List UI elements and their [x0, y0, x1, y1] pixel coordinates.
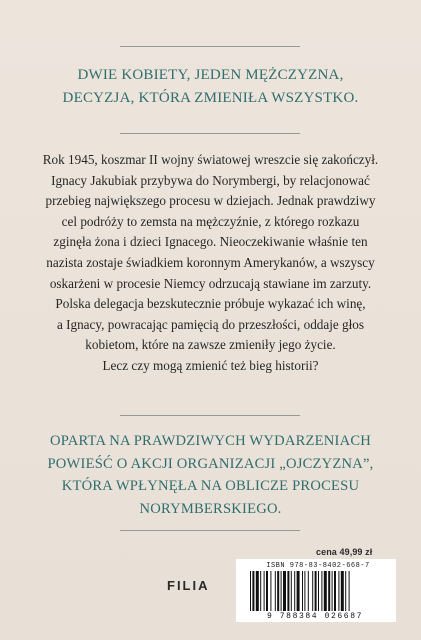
footer-headline-line: OPARTA NA PRAWDZIWYCH WYDARZENIACH [49, 433, 371, 449]
footer-headline-line: POWIEŚĆ O AKCJI ORGANIZACJI „OJCZYZNA”, [47, 455, 374, 472]
barcode-bars [248, 571, 386, 611]
blurb-line: cel podróży to zemsta na mężczyźnie, z którego rozkazu [61, 213, 360, 229]
barcode [236, 559, 396, 622]
ean-number: 9 788384 026687 [266, 612, 363, 621]
isbn-text: ISBN 978-83-8402-668-7 [266, 562, 370, 570]
upper-divider [120, 133, 300, 134]
blurb-line: zginęła żona i dzieci Ignacego. Nieoczekiwanie właśnie ten [53, 234, 368, 250]
headline-line-2: DECYZJA, KTÓRA ZMIENIŁA WSZYSTKO. [62, 90, 359, 106]
blurb-line: a Ignacy, powracając pamięcią do przeszłości, oddaje głos [56, 316, 365, 332]
blurb-line: kobietom, które na zawsze zmieniły jego życie. [85, 337, 336, 353]
blurb-line: Lecz czy mogą zmienić też bieg historii? [102, 357, 319, 373]
top-divider [120, 46, 300, 47]
footer-headline-line: KTÓRA WPŁYNĘŁA NA OBLICZE PROCESU [61, 478, 360, 494]
headline [20, 64, 401, 110]
bottom-divider [120, 530, 300, 531]
price-label: cena 49,99 zł [316, 547, 373, 557]
footer-headline [20, 430, 401, 520]
lower-divider [120, 415, 300, 416]
blurb-line: Ignacy Jakubiak przybywa do Norymbergi, by relacjonować [51, 172, 370, 188]
blurb-text [22, 150, 399, 377]
blurb-line: przebieg największego procesu w dziejach. Jednak prawdziwy [45, 193, 376, 209]
footer-headline-line: NORYMBERSKIEGO. [139, 500, 282, 517]
blurb-line: Polska delegacja bezskutecznie próbuje wykazać ich winę, [55, 296, 366, 312]
blurb-line: nazista zostaje świadkiem koronnym Amerykanów, a wszyscy [46, 254, 375, 270]
blurb-line: oskarżeni w procesie Niemcy odrzucają stawiane im zarzuty. [49, 275, 372, 291]
blurb-line: Rok 1945, koszmar II wojny światowej wreszcie się zakończył. [42, 152, 379, 167]
publisher-logo: FILIA [167, 578, 210, 593]
headline-line-1: DWIE KOBIETY, JEDEN MĘŻCZYZNA, [77, 67, 344, 83]
